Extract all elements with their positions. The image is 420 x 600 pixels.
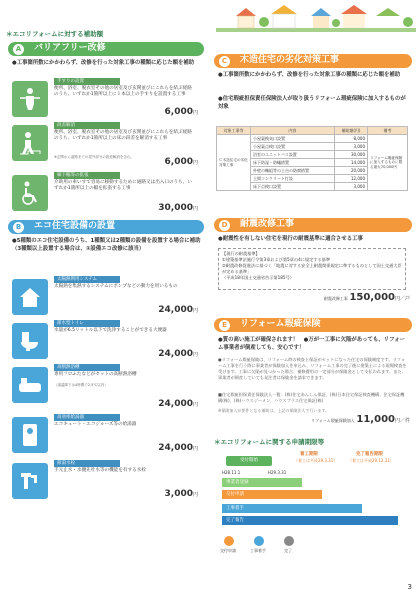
section-d-letter: D (219, 220, 230, 231)
section-e-title: リフォーム瑕疵保険 (240, 319, 321, 330)
item-note: （湯温降下は4時間で2.5℃以内） (54, 383, 108, 387)
table-cell-amount: 3,000 (334, 183, 367, 191)
item-label: 廊下幅等の拡張 (54, 172, 120, 179)
section-e-header (214, 318, 412, 332)
section-a-letter: A (13, 44, 24, 55)
item-label: 節湯水栓 (54, 460, 120, 467)
item-toilet (12, 320, 198, 360)
item-label: 段差解消 (54, 122, 120, 129)
page-title: ＊エコリフォームに対する補助額 (6, 30, 104, 38)
item-label: 太陽熱利用システム (54, 276, 120, 283)
section-c-header (214, 54, 412, 68)
section-c-intro-1: ●工事箇所数にかかわらず、改修を行った対象工事の種類に応じた額を補助 (218, 72, 401, 78)
item-description: 便所、浴室、脱衣室その他の居室及び玄関並びにこれらを結ぶ経路のうち、いずれか1箇所以上に１本以上の手すりを設置する工事 (54, 86, 192, 98)
table-cell-name: 床下防湿・防蟻措置 (251, 159, 335, 167)
item-step-removal (12, 122, 198, 168)
legend-marker-complete (284, 536, 294, 546)
table-cell-name: 外壁の軸組等の土台の防腐措置 (251, 167, 335, 175)
section-d-title: 耐震改修工事 (240, 219, 295, 230)
schedule-label-deadline: 着工期限 (300, 452, 318, 457)
section-a-intro: ●工事箇所数にかかわらず、改修を行った対象工事の種類に応じた額を補助 (12, 60, 195, 66)
item-note: ※玄関から道路までの屋外部分の段差解消を含む。 (54, 155, 134, 159)
section-e-intro: ●質の高い施工が確保されます！ ●万が一工事に欠陥があっても、リフォーム事業者が倒産しても、安心です！ (218, 337, 405, 351)
schedule-date-deadline: （着工は平成29.3.31） (294, 458, 338, 463)
toilet-icon (12, 323, 48, 359)
section-b-intro: ●5種類のエコ住宅設備のうち、1種類又は2種類の設備を設置する場合に補助（3種類以上設置する場合は、①設備エコ改修に該当） (12, 238, 201, 252)
table-cell-amount: 30,000 (334, 151, 367, 159)
schedule-label-start: 受付開始 (226, 456, 272, 466)
section-e-body: ●リフォーム瑕疵保険は、リフォーム時の検査と保証がセットになった住宅の保険制度です。リフォーム工事を行う際に事業者が保険加入を申込み、リフォーム工事の完了後に建築士による現場検査を受けます。工事に欠陥が見つかった場合、補修費用の一定部分が保険金として支払われます。また、事業者が倒産していても発注者は保険金を請求できます。 (218, 357, 407, 381)
table-cell-name: 小屋裏換気口設置 (251, 135, 335, 143)
item-faucet (12, 460, 198, 500)
legend-label-construction: 工事着手 (250, 548, 266, 553)
legend-marker-construction (254, 536, 264, 546)
item-corridor (12, 172, 198, 214)
item-price: 24,000円 (158, 398, 198, 409)
table-cell-name: 小屋裏点検口設置 (251, 143, 335, 151)
schedule-bar-application: 交付申請 (222, 490, 322, 499)
section-e-letter: E (219, 320, 230, 331)
table-cell-amount: 12,000 (334, 175, 367, 183)
item-bathtub (12, 364, 198, 410)
section-d-header (214, 218, 412, 232)
item-description: 便所、浴室、脱衣室その他の居室及び玄関並びにこれらを結ぶ経路のうち、いずれか1箇所以上の床の段差を解消する工事 (54, 130, 192, 142)
table-header: 対象工事等 (217, 127, 251, 135)
item-description: 太陽熱を集熱するシステムにポンプなどの動力を用いるもの (54, 284, 178, 289)
table-cell-name: 土間コンクリート打設 (251, 175, 335, 183)
table-cell-amount: 14,000 (334, 159, 367, 167)
c-cost-table (216, 126, 408, 191)
item-price: 6,000円 (164, 106, 198, 117)
wheelchair-icon (12, 175, 48, 211)
section-d-price: 耐震改修工事 150,000円／戸 (323, 292, 410, 303)
item-price: 6,000円 (164, 156, 198, 167)
section-b-letter: B (13, 222, 24, 233)
schedule-bar-registration: 事業者登録 (222, 478, 302, 487)
schedule-title: ＊エコリフォームに関する申請期限等 (214, 438, 325, 446)
item-handrail (12, 78, 198, 118)
item-description: 手元止水・水優先吐水等の機能を有する水栓 (54, 468, 146, 473)
table-cell-name: 浴室のユニットバス設置 (251, 151, 335, 159)
item-label: 手すりの設置 (54, 78, 120, 85)
bathtub-icon (12, 367, 48, 403)
section-d-intro: ●耐震性を有しない住宅を現行の耐震基準に適合させる工事 (218, 236, 363, 242)
legend-label-apply: 交付申請 (220, 548, 236, 553)
item-price: 24,000円 (158, 304, 198, 315)
section-a-header (8, 42, 204, 56)
item-description: 水量が6.5リットル以下で洗浄することができる大便器 (54, 328, 167, 333)
table-cell-amount: 20,000 (334, 167, 367, 175)
page-number: 3 (407, 583, 412, 592)
item-price: 3,000円 (164, 488, 198, 499)
water-heater-icon (12, 417, 48, 453)
table-remark-cell: リフォーム瑕疵保険に加入するものに限る最大70,000円 (368, 135, 408, 191)
schedule-chart (218, 450, 408, 558)
legend-marker-apply (224, 536, 234, 546)
schedule-date-report: （着工は平成29.12.31） (348, 458, 394, 463)
item-description: 専用フロふたなどがセットの高断熱浴槽 (54, 372, 137, 377)
schedule-label-report: 完了報告期限 (356, 452, 383, 457)
item-label: 節水型トイレ (54, 320, 120, 327)
schedule-bar-report: 完了報告 (222, 516, 398, 525)
item-description: 介助用の車いすで容易に移動するために通路又は出入口のうち、いずれか1箇所以上の幅を拡張する工事 (54, 180, 192, 192)
item-solar (12, 276, 198, 316)
section-c-intro-2: ●住宅瑕疵担保責任保険法人が取り扱うリフォーム瑕疵保険に加入するものが対象 (218, 96, 406, 110)
houses-illustration (216, 2, 416, 32)
item-price: 24,000円 (158, 442, 198, 453)
table-header: 内容 (251, 127, 335, 135)
house-icon (12, 279, 48, 315)
item-water-heater (12, 414, 198, 454)
section-b-title: エコ住宅設備の設置 (34, 221, 116, 232)
item-price: 24,000円 (158, 348, 198, 359)
section-c-title: 木造住宅の劣化対策工事 (240, 55, 340, 66)
table-cell-amount: 8,000 (334, 135, 367, 143)
table-header: 備考 (368, 127, 408, 135)
item-description: エコキュート・エコジョーズ等の給湯器 (54, 422, 137, 427)
handrail-icon (12, 81, 48, 117)
step-removal-icon (12, 125, 48, 161)
faucet-icon (12, 463, 48, 499)
table-cell-name: 床下点検口設置 (251, 183, 335, 191)
legend-label-complete: 完了 (284, 548, 292, 553)
section-a-title: バリアフリー改修 (34, 43, 106, 54)
table-group-cell: Ｃ木造住宅の劣化対策工事 (217, 135, 251, 191)
section-e-price: リフォーム瑕疵保険加入 11,000円／件 (310, 414, 410, 425)
item-label: 高断熱浴槽 (54, 364, 120, 371)
item-label: 高効率給湯器 (54, 414, 120, 421)
table-cell-amount: 3,000 (334, 143, 367, 151)
seismic-standard-box: 【現行の耐震基準】 ①建築基準法施行令第3章および第5章の4に規定する基準 ②耐震改修促進法に基づく「地震に対する安全上耐震関係規定に準ずるものとして国土交通大臣が定める基準」 （平成18年国土交通省告示第185号） (218, 248, 406, 290)
section-c-letter: C (219, 56, 230, 67)
section-b-header (8, 220, 204, 234)
schedule-period-end: H29.3.31 (268, 470, 287, 475)
insurer-list: ■住宅瑕疵担保責任保険法人一覧：(株)住宅あんしん保証、(株)日本住宅保証検査機構、住宅保証機構(株)、(株)ハウスジーメン、ハウスプラス住宅保証(株) (218, 392, 405, 404)
schedule-bar-construction: 工事着手 (222, 504, 362, 513)
schedule-period-start: H28.11.1 (222, 470, 241, 475)
item-price: 30,000円 (158, 202, 198, 213)
table-header: 補助額(円) (334, 127, 367, 135)
section-e-note: ※保険加入が要件となる補助は、上記の保険法人で行います。 (218, 408, 330, 413)
